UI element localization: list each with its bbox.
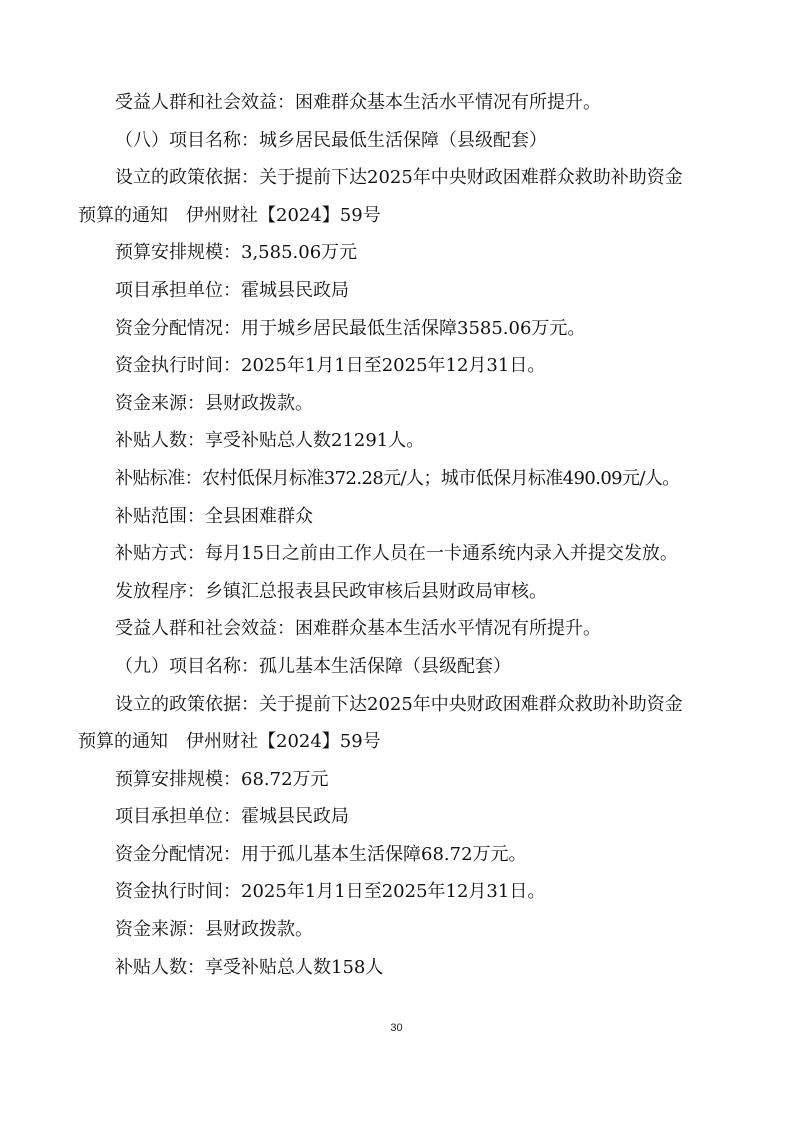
- section-heading-8: （八）项目名称：城乡居民最低生活保障（县级配套）: [115, 129, 547, 151]
- paragraph-execution-time-1: 资金执行时间：2025年1月1日至2025年12月31日。: [115, 355, 546, 377]
- paragraph-subsidy-method-1: 补贴方式：每月15日之前由工作人员在一卡通系统内录入并提交发放。: [115, 543, 678, 565]
- paragraph-fund-allocation-2: 资金分配情况：用于孤儿基本生活保障68.72万元。: [115, 843, 527, 865]
- paragraph-budget-scale-2: 预算安排规模：68.72万元: [115, 768, 329, 790]
- page-number: 30: [390, 1022, 403, 1034]
- paragraph-subsidy-count-2: 补贴人数：享受补贴总人数158人: [115, 956, 384, 978]
- paragraph-budget-scale-1: 预算安排规模：3,585.06万元: [115, 242, 358, 264]
- paragraph-execution-time-2: 资金执行时间：2025年1月1日至2025年12月31日。: [115, 881, 546, 903]
- paragraph-subsidy-standard-1: 补贴标准：农村低保月标准372.28元/人；城市低保月标准490.09元/人。: [115, 467, 680, 489]
- paragraph-benefit-summary-1: 受益人群和社会效益：困难群众基本生活水平情况有所提升。: [115, 92, 601, 113]
- paragraph-fund-allocation-1: 资金分配情况：用于城乡居民最低生活保障3585.06万元。: [115, 317, 586, 339]
- paragraph-policy-basis-2: 设立的政策依据：关于提前下达2025年中央财政困难群众救助补助资金: [115, 693, 683, 715]
- paragraph-subsidy-count-1: 补贴人数：享受补贴总人数21291人。: [115, 430, 425, 452]
- paragraph-responsible-unit-1: 项目承担单位：霍城县民政局: [115, 279, 349, 301]
- body-text: [78, 84, 718, 986]
- paragraph-policy-basis-1: 设立的政策依据：关于提前下达2025年中央财政困难群众救助补助资金: [115, 167, 683, 189]
- paragraph-responsible-unit-2: 项目承担单位：霍城县民政局: [115, 806, 349, 828]
- paragraph-policy-basis-2-cont: 预算的通知 伊州财社【2024】59号: [78, 731, 381, 753]
- paragraph-payment-procedure-1: 发放程序：乡镇汇总报表县民政审核后县财政局审核。: [115, 580, 547, 602]
- paragraph-fund-source-2: 资金来源：县财政拨款。: [115, 919, 313, 941]
- paragraph-policy-basis-1-cont: 预算的通知 伊州财社【2024】59号: [78, 204, 381, 226]
- paragraph-fund-source-1: 资金来源：县财政拨款。: [115, 392, 313, 414]
- paragraph-subsidy-scope-1: 补贴范围：全县困难群众: [115, 505, 313, 527]
- paragraph-benefit-summary-2: 受益人群和社会效益：困难群众基本生活水平情况有所提升。: [115, 618, 601, 640]
- section-heading-9: （九）项目名称：孤儿基本生活保障（县级配套）: [115, 655, 511, 677]
